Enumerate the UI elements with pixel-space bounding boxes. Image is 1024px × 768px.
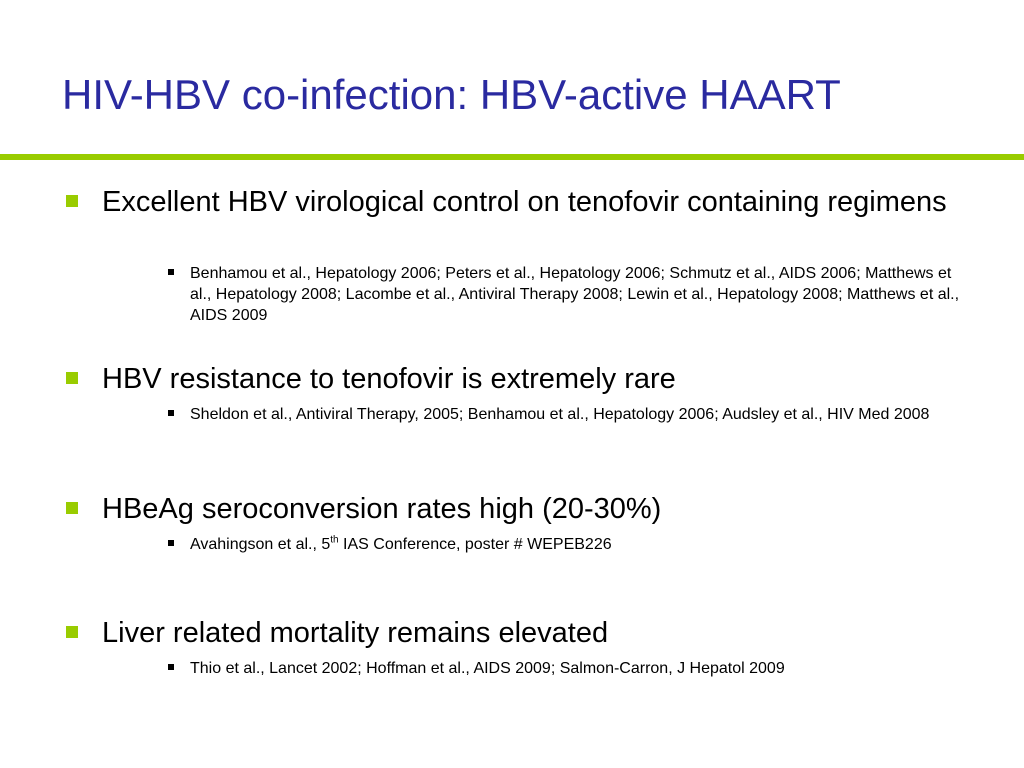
bullet-point-text: HBeAg seroconversion rates high (20-30%)	[102, 493, 662, 525]
square-bullet-icon	[66, 195, 78, 207]
bullet-point-text: Liver related mortality remains elevated	[102, 617, 609, 649]
small-square-bullet-icon	[168, 664, 174, 670]
reference-text-after: IAS Conference, poster # WEPEB226	[338, 536, 612, 553]
reference-text-before: Avahingson et al., 5	[190, 536, 331, 553]
reference-text: Sheldon et al., Antiviral Therapy, 2005; Benhamou et al., Hepatology 2006; Audsley et al., HIV Med 2008	[190, 406, 930, 423]
square-bullet-icon	[66, 502, 78, 514]
square-bullet-icon	[66, 372, 78, 384]
ordinal-suffix: th	[330, 534, 339, 546]
small-square-bullet-icon	[168, 410, 174, 416]
reference-text: Thio et al., Lancet 2002; Hoffman et al., AIDS 2009; Salmon-Carron, J Hepatol 2009	[190, 660, 785, 677]
reference-text: Benhamou et al., Hepatology 2006; Peters et al., Hepatology 2006; Schmutz et al., AIDS 2006; Matthews et al., Hepatology 2008; Lacombe et al., Antiviral Therapy 2008; Lewin et al., Hepatology 2008; Matthews et al., AIDS 2009	[190, 265, 960, 324]
small-square-bullet-icon	[168, 269, 174, 275]
small-square-bullet-icon	[168, 540, 174, 546]
square-bullet-icon	[66, 626, 78, 638]
bullet-point-text: Excellent HBV virological control on tenofovir containing regimens	[102, 186, 947, 218]
title-divider	[0, 154, 1024, 160]
slide-title: HIV-HBV co-infection: HBV-active HAART	[62, 71, 841, 118]
reference-text	[190, 534, 960, 555]
bullet-point-text: HBV resistance to tenofovir is extremely rare	[102, 363, 676, 395]
